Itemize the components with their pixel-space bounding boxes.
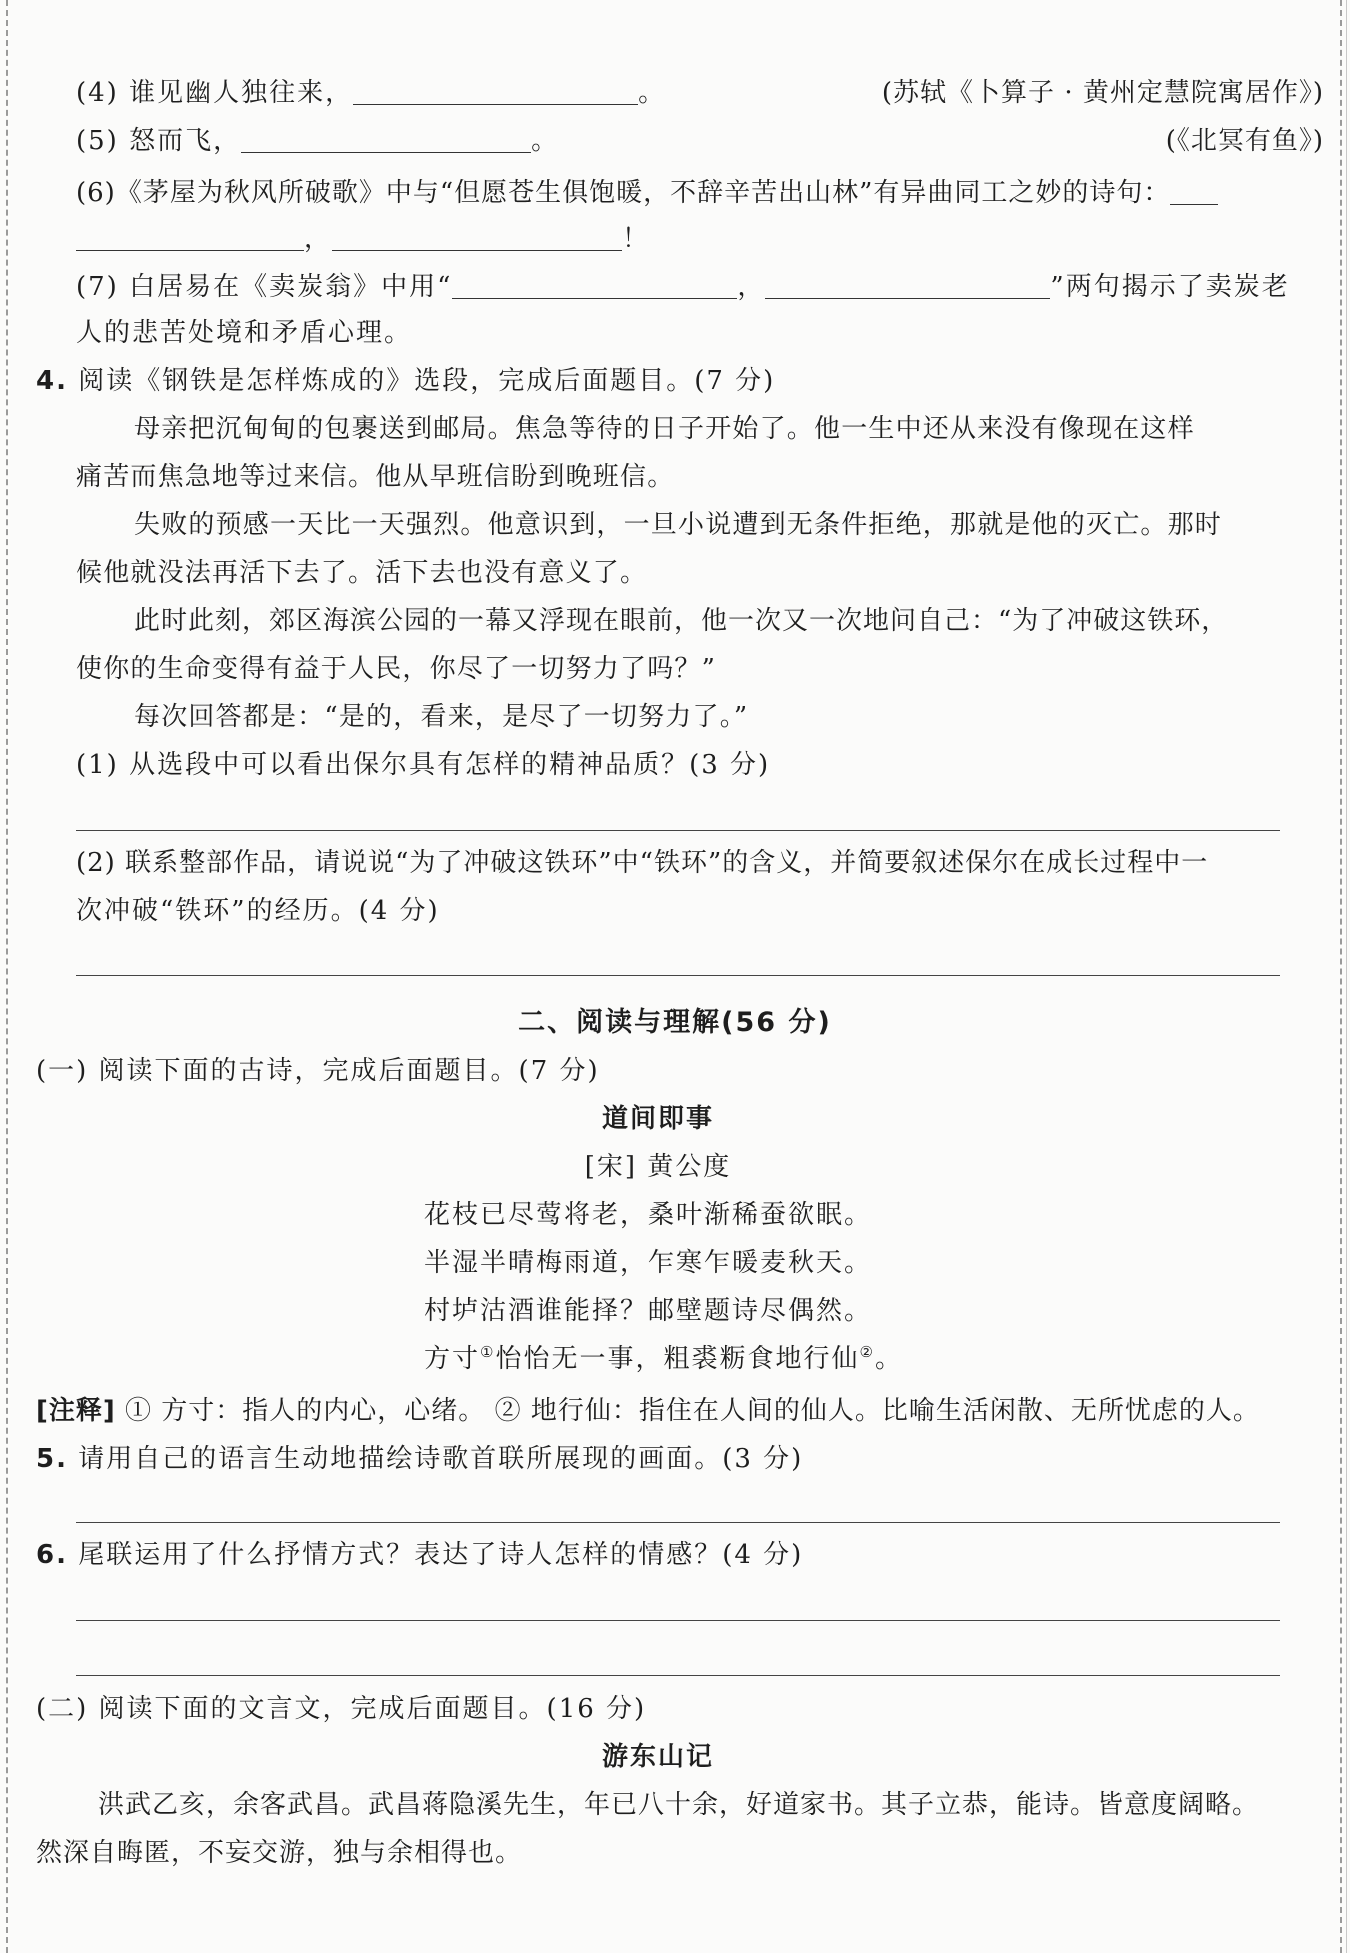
poem-line-3: 村垆沽酒谁能择？邮壁题诗尽偶然。 xyxy=(424,1296,873,1326)
answer-blank[interactable] xyxy=(332,224,622,251)
q4-passage-p4-l1: 每次回答都是：“是的，看来，是尽了一切努力了。” xyxy=(134,702,749,732)
q4-prompt xyxy=(36,364,775,398)
q6-number: 6. xyxy=(36,1540,68,1570)
answer-blank[interactable] xyxy=(76,224,304,251)
q3-item-5-label: (5) 怒而飞， xyxy=(76,126,242,156)
answer-line[interactable] xyxy=(76,830,1280,831)
poem-line-2: 半湿半晴梅雨道，乍寒乍暖麦秋天。 xyxy=(424,1248,873,1278)
q3-item-5-end: 。 xyxy=(531,126,560,156)
left-binding-line xyxy=(6,0,8,1953)
q3-item-7-label: (7) 白居易在《卖炭翁》中用“ xyxy=(76,272,453,302)
answer-line[interactable] xyxy=(76,1522,1280,1523)
answer-blank[interactable] xyxy=(241,126,531,153)
q5-number: 5. xyxy=(36,1444,68,1474)
part2-prompt: (二) 阅读下面的文言文，完成后面题目。(16 分) xyxy=(36,1694,647,1724)
classical-line-2: 然深自晦匿，不妄交游，独与余相得也。 xyxy=(36,1838,523,1868)
notes-text: ① 方寸：指人的内心，心绪。 ② 地行仙：指住在人间的仙人。比喻生活闲散、无所忧虑的人。 xyxy=(125,1396,1260,1426)
classical-title: 游东山记 xyxy=(601,1742,714,1772)
q4-prompt-text: 阅读《钢铁是怎样炼成的》选段，完成后面题目。(7 分) xyxy=(78,366,776,396)
q3-item-7-line2: 人的悲苦处境和矛盾心理。 xyxy=(76,318,413,348)
q4-sub2-l2: 次冲破“铁环”的经历。(4 分) xyxy=(76,896,440,926)
q6-text: 尾联运用了什么抒情方式？表达了诗人怎样的情感？(4 分) xyxy=(78,1540,804,1570)
q3-item-6-text: (6)《茅屋为秋风所破歌》中与“但愿苍生俱饱暖，不辞辛苦出山林”有异曲同工之妙的诗句： xyxy=(76,178,1171,208)
q3-item-6 xyxy=(76,176,1218,210)
classical-line-1: 洪武乙亥，余客武昌。武昌蒋隐溪先生，年已八十余，好道家书。其子立恭，能诗。皆意度阔略。 xyxy=(98,1790,1260,1820)
poem-line-4-b: 怡怡无一事，粗裘粝食地行仙 xyxy=(495,1344,860,1374)
q3-item-6-sep: ， xyxy=(304,224,333,254)
poem-title: 道间即事 xyxy=(601,1104,714,1134)
right-binding-line xyxy=(1340,0,1342,1953)
q4-sub2-l1: (2) 联系整部作品，请说说“为了冲破这铁环”中“铁环”的含义，并简要叙述保尔在成长过程中一 xyxy=(76,848,1209,878)
q4-passage-p2-l2: 候他就没法再活下去了。活下去也没有意义了。 xyxy=(76,558,648,588)
q4-passage-p3-l2: 使你的生命变得有益于人民，你尽了一切努力了吗？” xyxy=(76,654,717,684)
part1-prompt: (一) 阅读下面的古诗，完成后面题目。(7 分) xyxy=(36,1056,600,1086)
poem-line-4-c: 。 xyxy=(874,1344,903,1374)
poem-line-4-a: 方寸 xyxy=(424,1344,481,1374)
q4-passage-p2-l1: 失败的预感一天比一天强烈。他意识到，一旦小说遭到无条件拒绝，那就是他的灭亡。那时 xyxy=(134,510,1223,540)
poem-line-4 xyxy=(424,1342,903,1376)
answer-blank[interactable] xyxy=(1170,178,1218,205)
q3-item-5 xyxy=(76,124,559,158)
footnote-marker-2: ② xyxy=(859,1343,875,1361)
poem-author: [宋] 黄公度 xyxy=(584,1152,732,1182)
q4-number: 4. xyxy=(36,366,68,396)
q6 xyxy=(36,1538,803,1572)
q3-item-4-label: (4) 谁见幽人独往来， xyxy=(76,78,354,108)
q3-item-6-line2 xyxy=(76,222,650,256)
q3-item-5-source: (《北冥有鱼》) xyxy=(1165,126,1324,156)
notes-label: [注释] xyxy=(36,1396,116,1426)
q4-passage-p1-l2: 痛苦而焦急地等过来信。他从早班信盼到晚班信。 xyxy=(76,462,675,492)
q3-item-6-end: ！ xyxy=(622,224,651,254)
answer-line[interactable] xyxy=(76,1675,1280,1676)
q3-item-7-sep: ， xyxy=(737,272,766,302)
answer-line[interactable] xyxy=(76,1620,1280,1621)
answer-blank[interactable] xyxy=(452,272,737,299)
poem-line-1: 花枝已尽莺将老，桑叶渐稀蚕欲眠。 xyxy=(424,1200,873,1230)
answer-blank[interactable] xyxy=(765,272,1050,299)
q4-sub1: (1) 从选段中可以看出保尔具有怎样的精神品质？(3 分) xyxy=(76,750,771,780)
q3-item-4 xyxy=(76,76,666,110)
q5-text: 请用自己的语言生动地描绘诗歌首联所展现的画面。(3 分) xyxy=(78,1444,804,1474)
q3-item-4-source: (苏轼《卜算子 · 黄州定慧院寓居作》) xyxy=(881,78,1324,108)
answer-line[interactable] xyxy=(76,975,1280,976)
section-title: 二、阅读与理解(56 分) xyxy=(518,1007,832,1038)
q3-item-4-end: 。 xyxy=(638,78,667,108)
q3-item-7 xyxy=(76,270,1290,304)
poem-notes xyxy=(36,1394,1260,1428)
q4-passage-p1-l1: 母亲把沉甸甸的包裹送到邮局。焦急等待的日子开始了。他一生中还从来没有像现在这样 xyxy=(134,414,1195,444)
q3-item-7-tail: ”两句揭示了卖炭老 xyxy=(1050,272,1290,302)
footnote-marker-1: ① xyxy=(480,1343,496,1361)
answer-blank[interactable] xyxy=(353,78,638,105)
right-edge-line xyxy=(1346,0,1347,1953)
q4-passage-p3-l1: 此时此刻，郊区海滨公园的一幕又浮现在眼前，他一次又一次地问自己：“为了冲破这铁环， xyxy=(134,606,1229,636)
q5 xyxy=(36,1442,803,1476)
